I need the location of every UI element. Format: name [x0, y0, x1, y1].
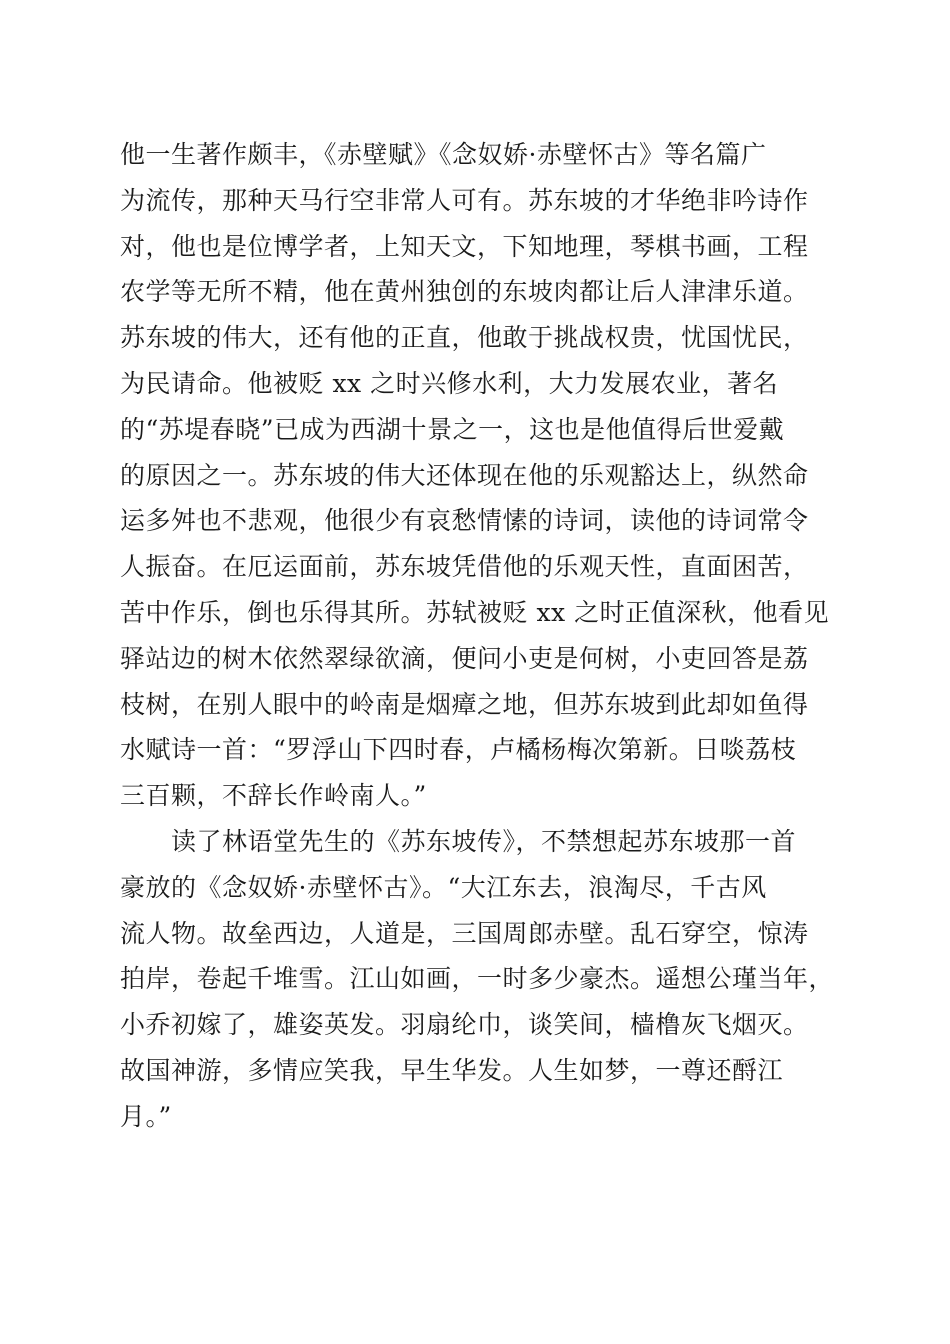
text-line: 三百颗，不辞长作岭南人。” [120, 781, 427, 811]
text-line: 驿站边的树木依然翠绿欲滴，便问小吏是何树，小吏回答是荔 [120, 643, 809, 673]
text-line: 对，他也是位博学者，上知天文，下知地理，琴棋书画，工程 [120, 231, 809, 261]
text-line: 苦中作乐，倒也乐得其所。苏轼被贬 xx 之时正值深秋，他看见 [120, 597, 830, 627]
text-line: 人振奋。在厄运面前，苏东坡凭借他的乐观天性，直面困苦， [120, 552, 809, 582]
text-line: 运多舛也不悲观，他很少有哀愁情愫的诗词，读他的诗词常令 [120, 506, 809, 536]
body-text [120, 132, 840, 1140]
text-line: 拍岸，卷起千堆雪。江山如画，一时多少豪杰。遥想公瑾当年， [120, 964, 835, 994]
text-line: 为流传，那种天马行空非常人可有。苏东坡的才华绝非吟诗作 [120, 185, 809, 215]
text-line: 流人物。故垒西边，人道是，三国周郎赤壁。乱石穿空，惊涛 [120, 918, 809, 948]
text-line: 故国神游，多情应笑我，早生华发。人生如梦，一尊还酹江 [120, 1055, 784, 1085]
text-line: 的“苏堤春晓”已成为西湖十景之一，这也是他值得后世爱戴 [120, 414, 785, 444]
text-line: 水赋诗一首：“罗浮山下四时春，卢橘杨梅次第新。日啖荔枝 [120, 735, 797, 765]
text-line: 苏东坡的伟大，还有他的正直，他敢于挑战权贵，忧国忧民， [120, 323, 809, 353]
text-line: 月。” [120, 1101, 172, 1131]
text-line: 小乔初嫁了，雄姿英发。羽扇纶巾，谈笑间，樯橹灰飞烟灭。 [120, 1010, 809, 1040]
text-line: 为民请命。他被贬 xx 之时兴修水利，大力发展农业，著名 [120, 368, 779, 398]
text-line: 农学等无所不精，他在黄州独创的东坡肉都让后人津津乐道。 [120, 277, 809, 307]
text-line: 的原因之一。苏东坡的伟大还体现在他的乐观豁达上，纵然命 [120, 460, 809, 490]
text-line: 豪放的《念奴娇·赤壁怀古》。“大江东去，浪淘尽，千古风 [120, 872, 767, 902]
text-line: 读了林语堂先生的《苏东坡传》，不禁想起苏东坡那一首 [120, 826, 797, 856]
text-line: 他一生著作颇丰，《赤壁赋》《念奴娇·赤壁怀古》等名篇广 [120, 140, 767, 169]
text-line: 枝树，在别人眼中的岭南是烟瘴之地，但苏东坡到此却如鱼得 [120, 689, 809, 719]
